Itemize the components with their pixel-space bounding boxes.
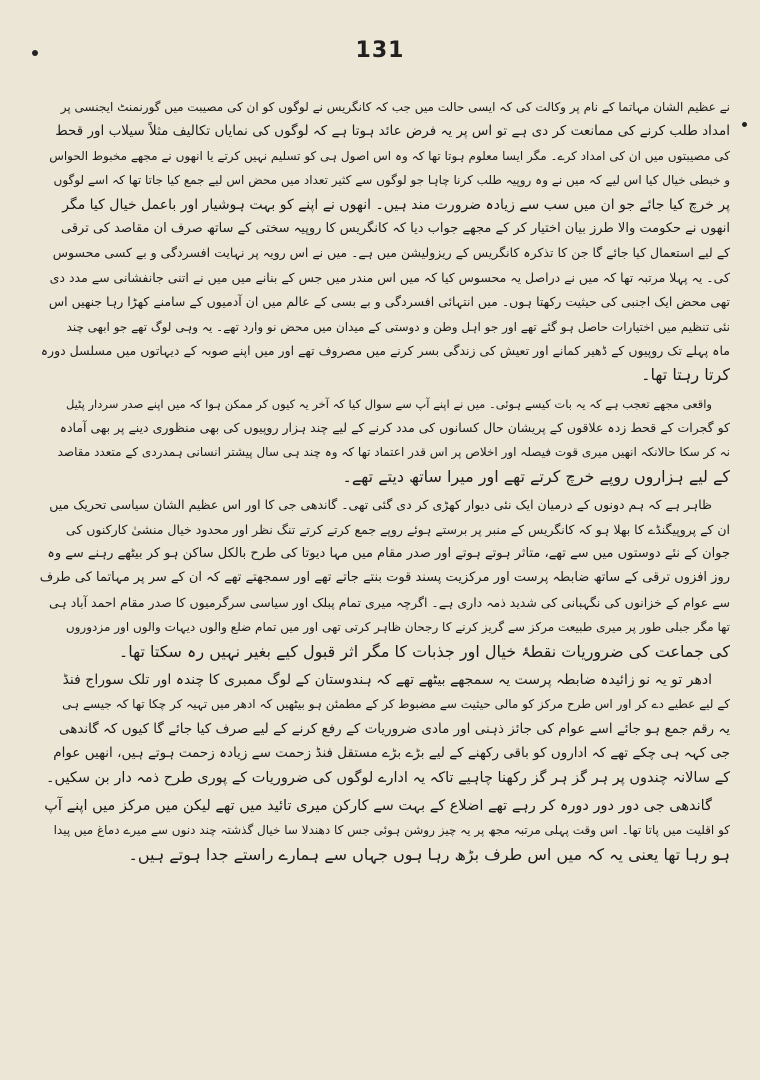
text-line: ہو رہا تھا یعنی یہ کہ میں اس طرف بڑھ رہا ہوں جہاں سے ہمارے راستے جدا ہوتے ہیں۔ bbox=[128, 844, 730, 864]
paragraph bbox=[40, 95, 730, 388]
page-number: 131 bbox=[355, 38, 405, 63]
text-line: گاندھی جی دور دور دورہ کر رہے تھے اضلاع کے بہت سے کارکن میری تائید میں تھے لیکن میں مرکز میں اپنے آپ bbox=[44, 797, 712, 814]
text-line: تھا مگر جبلی طور پر میری طبیعت مرکز سے گریز کرنے کا رجحان ظاہر کرتی تھی اور میں تمام ضلع والوں دیہات والوں اور مزدوروں bbox=[65, 620, 730, 635]
text-line: تھی محض ایک اجنبی کی حیثیت رکھتا ہوں۔ میں انتہائی افسردگی و بے بسی کے عالم میں ان آدمیوں کے سامنے کھڑا رہا جنھیں اس bbox=[48, 294, 730, 310]
text-line: کو گجرات کے قحط زدہ علاقوں کے پریشان حال کسانوں کی مدد کرنے کے لیے چند ہزار روپیوں کی بھی منظوری دینے پر بھی آمادہ bbox=[59, 420, 730, 436]
paragraph bbox=[40, 668, 730, 790]
paragraph bbox=[40, 392, 730, 490]
body-text bbox=[40, 95, 730, 871]
text-line: و خبطی خیال کیا اس لیے کہ میں نے وہ روپیہ طلب کرنا چاہا جو لوگوں سے کثیر تعداد میں محض اس لیے جمع کیا جاتا تھا کہ اسے لوگوں bbox=[53, 173, 730, 188]
text-line: کو اقلیت میں پاتا تھا۔ اس وقت پہلی مرتبہ مجھ پر یہ چیز روشن ہوئی جس کا دھندلا سا خیال گذشتہ چند دنوں سے میرے دماغ میں پیدا bbox=[53, 823, 730, 838]
text-line: یہ رقم جمع ہو جائے اسے عوام کی جائز ذہنی اور مادی ضروریات کے رفع کرنے کے لیے صرف کیا جائے گا کیوں کہ گاندھی bbox=[58, 720, 730, 737]
text-line: ادھر تو یہ نو زائیدہ ضابطہ پرست یہ سمجھے بیٹھے تھے کہ ہندوستان کے لوگ ممبری کا چندہ اور تلک سوراج فنڈ bbox=[62, 671, 712, 688]
text-line: کی۔ یہ پہلا مرتبہ تھا کہ میں نے دراصل یہ محسوس کیا کہ میں اس مندر میں جس کے بنانے میں میں نے اتنی جانفشانی سے مدد دی bbox=[49, 269, 730, 285]
text-line: کے لیے ہزاروں روپے خرچ کرتے تھے اور میرا ساتھ دیتے تھے۔ bbox=[342, 466, 730, 486]
text-line: نے عظیم الشان مہاتما کے نام پر وکالت کی کہ ایسی حالت میں جب کہ کانگریس نے لوگوں کو ان کی مصیبت میں گورنمنٹ ایجنسی پر bbox=[60, 100, 730, 114]
text-line: کے لیے عطیے دے کر اور اس طرح مرکز کو مالی حیثیت سے مضبوط کر کے مطمئن ہو بیٹھیں کہ ادھر میں تہیہ کر چکا تھا کہ جیسے ہی bbox=[62, 697, 730, 712]
text-line: نہ کر سکا حالانکہ انھیں میری قوت فیصلہ اور اخلاص پر اس قدر اعتماد تھا کہ وہ چند ہی سال پیشتر انسانی ہمدردی کے متعدد مقاصد bbox=[57, 445, 730, 460]
text-line: نئی تنظیم میں اختیارات حاصل ہو گئے تھے اور جو اہل وطن و دوستی کے میدان میں محض نو وارد تھے۔ یہ وہی لوگ تھے جو ابھی چند bbox=[66, 319, 730, 334]
text-line: کرتا رہتا تھا۔ bbox=[641, 365, 730, 385]
text-line: کی مصیبتوں میں ان کی امداد کرے۔ مگر ایسا معلوم ہوتا تھا کہ وہ اس اصول ہی کو تسلیم نہیں کرتے یا انھوں نے مجھے مخبوط الحواس bbox=[49, 148, 730, 163]
text-line: روز افزوں ترقی کے ساتھ ضابطہ پرست اور مرکزیت پسند قوت بنتے جاتے تھے اور سمجھتے تھے کہ ان کے سر پر مہاتما کی طرف bbox=[40, 570, 730, 586]
text-line: امداد طلب کرنے کی ممانعت کر دی ہے تو اس پر یہ فرض عائد ہوتا ہے کہ لوگوں کی نمایاں تکالیف مثلاً سیلاب اور قحط bbox=[55, 123, 730, 140]
text-line: انھوں نے حکومت والا طرز بیان اختیار کر کے مجھے جواب دیا کہ کانگریس کا روپیہ سختی کے ساتھ صرف ان مقاصد کی ترقی bbox=[61, 220, 730, 236]
text-line: جی کہہ ہی چکے تھے کہ اداروں کو باقی رکھنے کے لیے بڑے بڑے مستقل فنڈ زحمت سے زیادہ زحمت ہوتے ہیں، انھیں عوام bbox=[53, 745, 730, 762]
paragraph bbox=[40, 493, 730, 664]
text-line: سے عوام کے خزانوں کی نگہبانی کی شدید ذمہ داری ہے۔ اگرچہ میری تمام پبلک اور سیاسی سرگرمیوں کا صدر مقام احمد آباد ہی bbox=[49, 594, 730, 610]
text-line: واقعی مجھے تعجب ہے کہ یہ بات کیسے ہوئی۔ میں نے اپنے آپ سے سوال کیا کہ آخر یہ کیوں کر ممکن ہوا کہ میں اپنے صدر سردار پٹیل bbox=[65, 396, 712, 411]
ink-dot bbox=[742, 122, 747, 127]
text-line: کے سالانہ چندوں پر ہر گز ہر گز رکھنا چاہیے تاکہ یہ ادارے لوگوں کی ضروریات کے پوری طرح ذمہ دار بن سکیں۔ bbox=[45, 769, 730, 786]
text-line: جوان کے نئے دوستوں میں سے تھے، متاثر ہوتے ہوتے اور صدر مقام میں مہا دیوتا کی طرح بالکل ساکن ہو کر بیٹھے رہنے سے وہ bbox=[47, 546, 730, 562]
paragraph bbox=[40, 794, 730, 867]
text-line: کی جماعت کی ضروریات نقطۂ خیال اور جذبات کا مگر اثر قبول کیے بغیر نہیں رہ سکتا تھا۔ bbox=[118, 641, 730, 661]
text-line: ظاہر ہے کہ ہم دونوں کے درمیان ایک نئی دیوار کھڑی کر دی گئی تھی۔ گاندھی جی کا اور اس عظیم الشان سیاسی تحریک میں bbox=[49, 497, 712, 513]
text-line: پر خرچ کیا جائے جو ان میں سب سے زیادہ ضرورت مند ہیں۔ انھوں نے اپنے کو بہت ہوشیار اور باعمل خیال کیا مگر bbox=[62, 196, 730, 213]
text-line: ان کے پروپیگنڈے کا بھلا ہو کہ کانگریس کے منبر پر برستے ہوئے روپے جمع کرتے کرتے تنگ نظر اور محدود خیال منشیٰ کارکنوں کی bbox=[65, 521, 730, 537]
text-line: کے لیے استعمال کیا جائے گا جن کا تذکرہ کانگریس کے ریزولیشن میں ہے۔ میں نے اس رویہ پر نہایت افسردگی و بے کسی محسوس bbox=[52, 245, 730, 261]
text-line: ماہ پہلے تک روپیوں کے ڈھیر کمانے اور تعیش کی زندگی بسر کرنے میں مصروف تھے اور میں اپنے صوبہ کے دیہاتوں میں مسلسل دورہ bbox=[40, 342, 730, 358]
